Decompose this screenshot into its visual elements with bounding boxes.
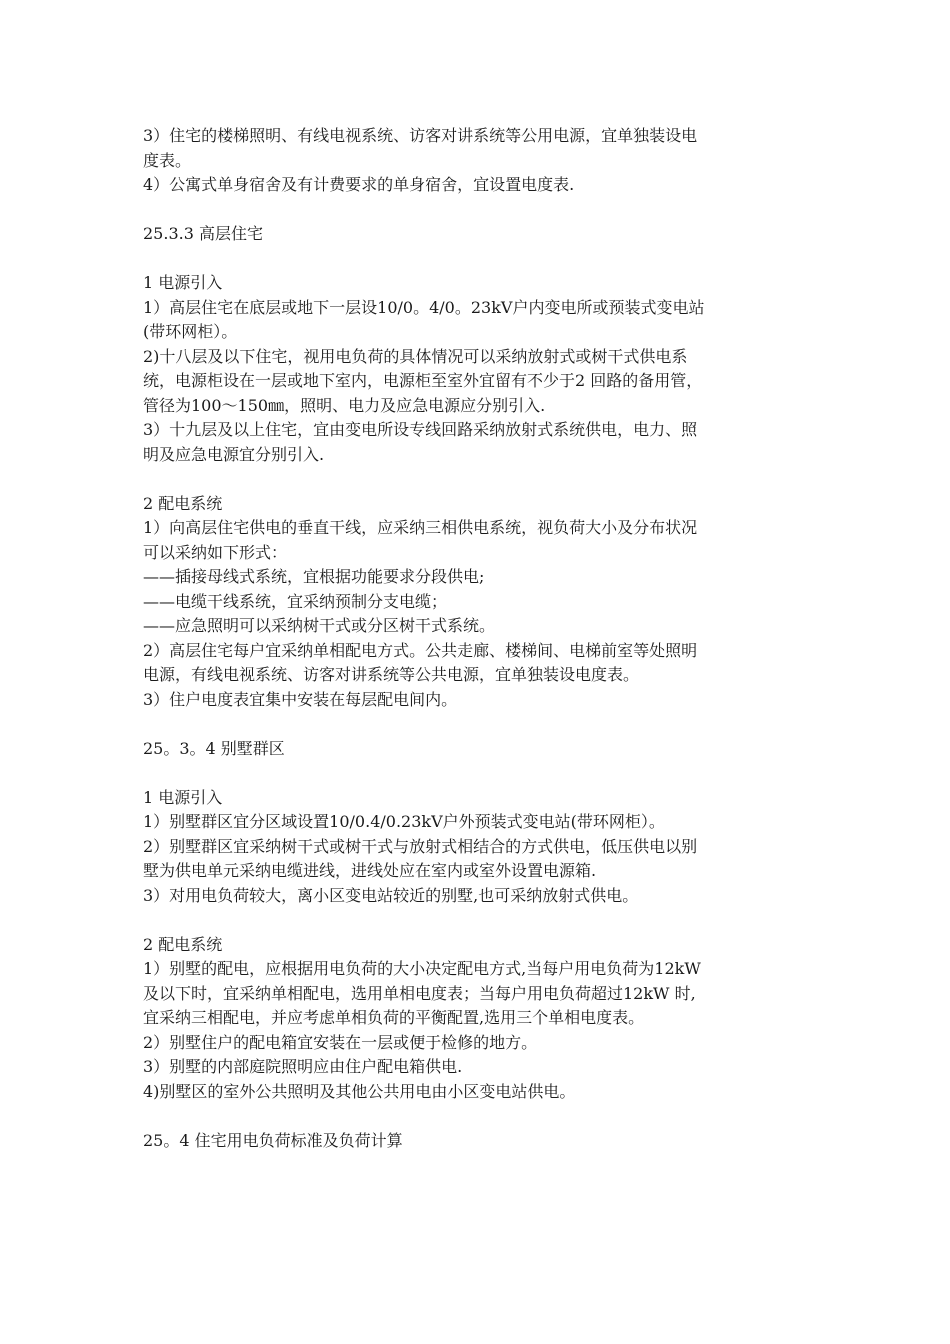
subsection-title: 2 配电系统 — [143, 934, 223, 954]
subsection-title: 1 电源引入 — [143, 787, 223, 807]
text-line: 3）住户电度表宜集中安装在每层配电间内。 — [143, 689, 458, 709]
section-heading-2534: 25。3。4 别墅群区 — [143, 738, 285, 758]
text-line: 3）十九层及以上住宅，宜由变电所设专线回路采纳放射式系统供电，电力、照 — [143, 420, 698, 439]
text-line: 管径为100～150㎜，照明、电力及应急电源应分别引入. — [143, 395, 546, 415]
text-line: 4)别墅区的室外公共照明及其他公共用电由小区变电站供电。 — [143, 1081, 576, 1101]
text-line: 宜采纳三相配电，并应考虑单相负荷的平衡配置,选用三个单相电度表。 — [143, 1008, 645, 1027]
section-heading-254: 25。4 住宅用电负荷标准及负荷计算 — [143, 1130, 403, 1150]
text-line: 电源，有线电视系统、访客对讲系统等公共电源，宜单独装设电度表。 — [143, 665, 640, 684]
blank-line — [143, 1104, 823, 1129]
text-line: 墅为供电单元采纳电缆进线，进线处应在室内或室外设置电源箱. — [143, 861, 597, 880]
text-line: ——插接母线式系统，宜根据功能要求分段供电; — [143, 567, 485, 586]
text-line: 2)十八层及以下住宅，视用电负荷的具体情况可以采纳放射式或树干式供电系 — [143, 346, 688, 366]
text-line: ——应急照明可以采纳树干式或分区树干式系统。 — [143, 616, 496, 635]
text-line: 2）别墅群区宜采纳树干式或树干式与放射式相结合的方式供电，低压供电以别 — [143, 836, 698, 856]
text-line: 1）向高层住宅供电的垂直干线，应采纳三相供电系统，视负荷大小及分布状况 — [143, 518, 698, 537]
document-page — [143, 124, 823, 1153]
blank-line — [143, 467, 823, 492]
subsection-title: 1 电源引入 — [143, 273, 223, 292]
blank-line — [143, 198, 823, 223]
section-prev — [143, 124, 823, 198]
text-line: 1）别墅的配电，应根据用电负荷的大小决定配电方式,当每户用电负荷为12kW — [143, 959, 701, 978]
text-line: 2）别墅住户的配电箱宜安装在一层或便于检修的地方。 — [143, 1032, 538, 1052]
text-line: ——电缆干线系统，宜采纳预制分支电缆； — [143, 591, 448, 611]
subsection-title: 2 配电系统 — [143, 493, 223, 513]
text-line: 统，电源柜设在一层或地下室内，电源柜至室外宜留有不少于2 回路的备用管， — [143, 371, 703, 390]
subsection-distribution-2534 — [143, 933, 823, 1105]
text-line: 可以采纳如下形式： — [143, 542, 288, 562]
text-line: 度表。 — [143, 150, 192, 170]
text-line: 3）别墅的内部庭院照明应由住户配电箱供电. — [143, 1057, 463, 1076]
text-line: 1）别墅群区宜分区域设置10/0.4/0.23kV户外预装式变电站(带环网柜）。 — [143, 812, 665, 831]
section-heading-2533: 25.3.3 高层住宅 — [143, 224, 263, 243]
blank-line — [143, 247, 823, 272]
subsection-power-intro-2533 — [143, 271, 823, 467]
blank-line — [143, 712, 823, 737]
text-line: 3）住宅的楼梯照明、有线电视系统、访客对讲系统等公用电源，宜单独装设电 — [143, 126, 698, 145]
text-line: 1）高层住宅在底层或地下一层设10/0。4/0。23kV户内变电所或预装式变电站 — [143, 297, 705, 317]
text-line: 4）公寓式单身宿舍及有计费要求的单身宿舍，宜设置电度表. — [143, 175, 575, 194]
text-line: 及以下时，宜采纳单相配电，选用单相电度表；当每户用电负荷超过12kW 时, — [143, 983, 696, 1003]
text-line: 2）高层住宅每户宜采纳单相配电方式。公共走廊、楼梯间、电梯前室等处照明 — [143, 640, 698, 660]
subsection-distribution-2533 — [143, 492, 823, 713]
subsection-power-intro-2534 — [143, 786, 823, 909]
text-line: 3）对用电负荷较大，离小区变电站较近的别墅,也可采纳放射式供电。 — [143, 885, 639, 905]
text-line: 明及应急电源宜分别引入. — [143, 444, 325, 464]
blank-line — [143, 908, 823, 933]
blank-line — [143, 761, 823, 786]
text-line: (带环网柜）。 — [143, 322, 238, 341]
